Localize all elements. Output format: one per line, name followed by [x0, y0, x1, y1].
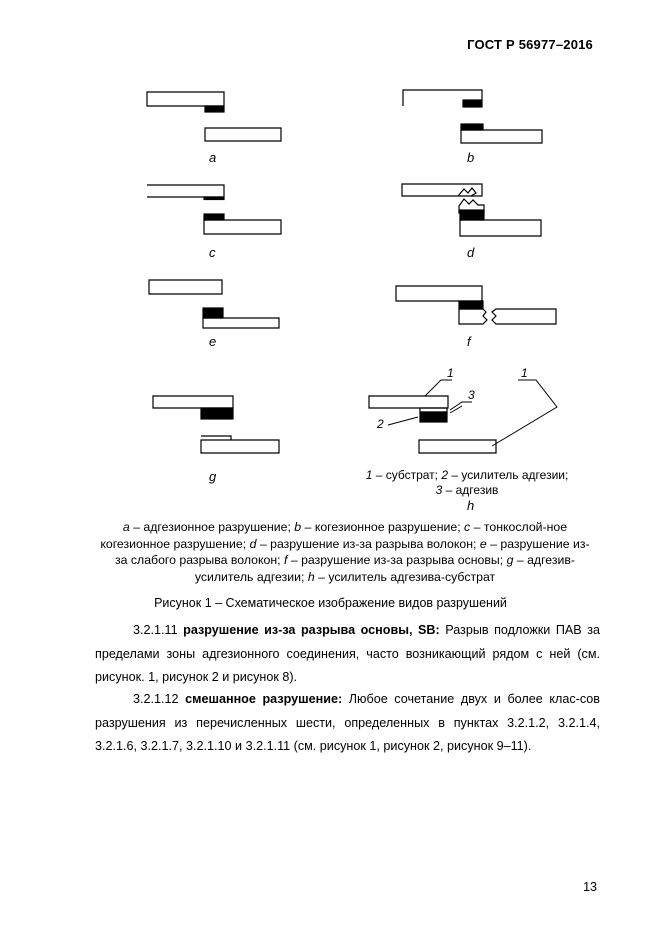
- panel-label-b: b: [467, 150, 475, 165]
- panel-b-drawing: [403, 90, 542, 143]
- panel-h-legend: [342, 468, 592, 498]
- marker-3: 3: [468, 388, 475, 402]
- panel-label-a: a: [209, 150, 217, 165]
- marker-1-left: 1: [447, 366, 454, 380]
- panel-d-drawing: [402, 184, 541, 236]
- clause-number: 3.2.1.11: [133, 623, 178, 637]
- panel-h-drawing: [369, 380, 557, 453]
- standard-designation: ГОСТ Р 56977–2016: [467, 37, 593, 52]
- clause-term: смешанное разрушение:: [185, 692, 343, 706]
- clause-text: Разрыв подложки ПАВ за пределами зоны адгезионного соединения, часто возникающий рядом с ней (см. рисунок. 1, рисунок 2 и рисунок 8).: [95, 623, 601, 684]
- marker-2: 2: [377, 417, 384, 431]
- panel-label-f: f: [467, 334, 471, 349]
- legend-line-2: 3 – адгезив: [435, 483, 499, 497]
- panel-g-drawing: [153, 396, 279, 453]
- panel-c-drawing: [147, 185, 281, 234]
- figure-key-caption: a – адгезионное разрушение; b – когезионное разрушение; c – тонкослой-ное когезионное разрушение; d – разрушение из-за разрыва волокон; e – разрушение из-за слабого разрыва волокон; f – разрушение из-за разрыва основы; g – адгезив-усилитель адгезии; h – усилитель адгезива-субстрат: [100, 520, 590, 584]
- clause-3-2-1-11: [95, 619, 600, 690]
- panel-label-g: g: [209, 469, 217, 484]
- figure-title: Рисунок 1 – Схематическое изображение видов разрушений: [154, 596, 507, 610]
- panel-a-drawing: [147, 92, 281, 141]
- panel-label-h: h: [467, 498, 475, 513]
- panel-label-d: d: [467, 245, 475, 260]
- panel-label-c: c: [209, 245, 216, 260]
- marker-1-right: 1: [521, 366, 528, 380]
- clause-number: 3.2.1.12: [133, 692, 179, 706]
- panel-f-drawing: [396, 286, 556, 324]
- panel-e-drawing: [149, 280, 279, 328]
- page-number: 13: [583, 880, 597, 894]
- clause-3-2-1-12: [95, 688, 600, 759]
- clause-term: разрушение из-за разрыва основы, SB:: [183, 623, 440, 637]
- legend-line-1: 1 – субстрат; 2 – усилитель адгезии;: [365, 468, 569, 482]
- panel-label-e: e: [209, 334, 217, 349]
- clause-text: Любое сочетание двух и более клас-сов разрушения из перечисленных шести, определенных в пунктах 3.2.1.2, 3.2.1.4, 3.2.1.6, 3.2.1.7, 3.2.1.10 и 3.2.1.11 (см. рисунок 1, рисунок 2, рисунок 9–11).: [95, 692, 600, 753]
